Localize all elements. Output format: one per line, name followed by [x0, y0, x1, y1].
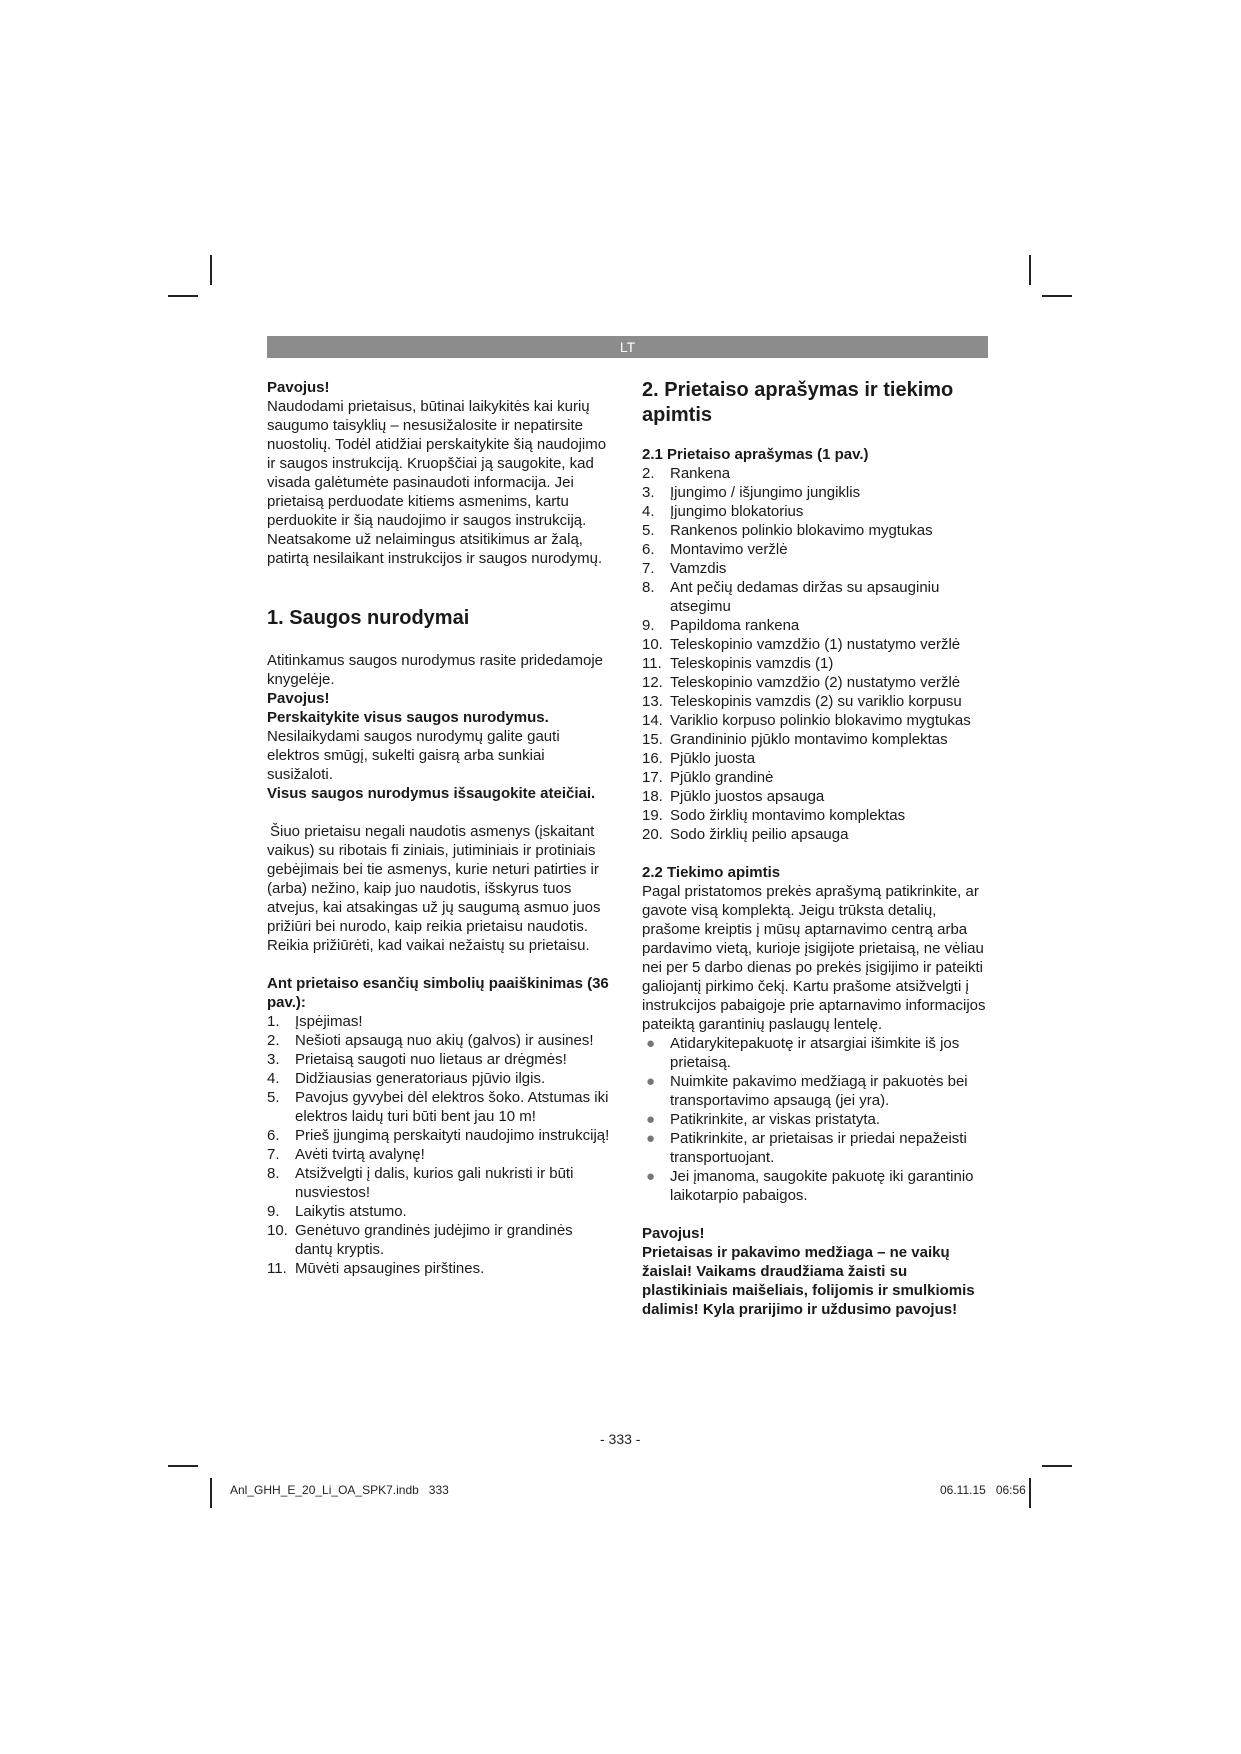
list-item: 16. Pjūklo juosta — [642, 750, 756, 767]
crop-mark-bottom-right-vertical — [1029, 1478, 1031, 1508]
list-item: 2. Nešioti apsaugą nuo akių (galvos) ir ausines! — [267, 1032, 594, 1049]
list-item: 14. Variklio korpuso polinkio blokavimo mygtukas — [642, 712, 971, 729]
list-item: 4. Didžiausias generatoriaus pjūvio ilgis. — [267, 1070, 546, 1087]
list-item: 20. Sodo žirklių peilio apsauga — [642, 826, 849, 843]
left-column — [267, 378, 612, 1278]
warning-2-paragraph — [267, 708, 612, 784]
list-item: 6. Prieš įjungimą perskaityti naudojimo instrukciją! — [267, 1127, 610, 1144]
list-item: 3. Įjungimo / išjungimo jungiklis — [642, 484, 861, 501]
list-item: 5. Pavojus gyvybei dėl elektros šoko. Atstumas iki elektros laidų turi būti bent jau 10 m! — [267, 1089, 609, 1125]
list-item: 13. Teleskopinis vamzdis (2) su variklio korpusu — [642, 693, 962, 710]
list-item: 8. Atsižvelgti į dalis, kurios gali nukristi ir būti nusviestos! — [267, 1165, 574, 1201]
list-item: ● Nuimkite pakavimo medžiagą ir pakuotės bei transportavimo apsaugą (jei yra). — [646, 1073, 968, 1109]
warning-title: Pavojus! — [267, 379, 330, 396]
list-item: 10. Teleskopinio vamzdžio (1) nustatymo veržlė — [642, 636, 961, 653]
subsection-2-1-heading: 2.1 Prietaiso aprašymas (1 pav.) — [642, 446, 869, 463]
symbols-heading: Ant prietaiso esančių simbolių paaiškinimas (36 pav.): — [267, 975, 609, 1011]
page-number: - 333 - — [600, 1431, 641, 1447]
warning-2-title: Pavojus! — [267, 690, 330, 707]
list-item: 10. Genėtuvo grandinės judėjimo ir grandinės dantų kryptis. — [267, 1222, 573, 1258]
crop-mark-top-left-horizontal — [168, 295, 198, 297]
section-1-intro: Atitinkamus saugos nurodymus rasite pridedamoje knygelėje. — [267, 652, 603, 688]
list-item: 17. Pjūklo grandinė — [642, 769, 774, 786]
section-1-heading: 1. Saugos nurodymai — [267, 607, 470, 629]
warning-3-body: Prietaisas ir pakavimo medžiaga – ne vaikų žaislai! Vaikams draudžiama žaisti su plastikiniais maišeliais, folijomis ir smulkiomis dalimis! Kyla prarijimo ir uždusimo pavojus! — [642, 1244, 975, 1318]
right-column — [642, 378, 988, 1319]
list-item: ● Jei įmanoma, saugokite pakuotę iki garantinio laikotarpio pabaigos. — [646, 1168, 974, 1204]
bullet-icon: ● — [646, 1168, 656, 1185]
list-item: 15. Grandininio pjūklo montavimo komplektas — [642, 731, 948, 748]
timestamp: 06.11.15 06:56 — [940, 1483, 1026, 1497]
section-2-heading: 2. Prietaiso aprašymas ir tiekimo apimtis — [642, 379, 954, 426]
list-item: 11. Teleskopinis vamzdis (1) — [642, 655, 834, 672]
list-item: 18. Pjūklo juostos apsauga — [642, 788, 825, 805]
language-header-bar — [267, 336, 988, 358]
crop-mark-bottom-left-horizontal — [168, 1465, 198, 1467]
bullet-icon: ● — [646, 1073, 656, 1090]
crop-mark-top-left-vertical — [210, 255, 212, 285]
list-item: ● Atidarykitepakuotę ir atsargiai išimkite iš jos prietaisą. — [646, 1035, 960, 1071]
list-item: 3. Prietaisą saugoti nuo lietaus ar drėgmės! — [267, 1051, 567, 1068]
parts-list — [642, 464, 988, 844]
list-item: 9. Laikytis atstumo. — [267, 1203, 407, 1220]
subsection-2-2-heading: 2.2 Tiekimo apimtis — [642, 864, 781, 881]
warning-2-bold: Perskaitykite visus saugos nurodymus. — [267, 709, 549, 726]
list-item: ● Patikrinkite, ar prietaisas ir priedai nepažeisti transportuojant. — [646, 1130, 967, 1166]
list-item: 11. Mūvėti apsaugines pirštines. — [267, 1260, 485, 1277]
crop-mark-bottom-right-horizontal — [1042, 1465, 1072, 1467]
symbols-list — [267, 1012, 612, 1278]
list-item: 12. Teleskopinio vamzdžio (2) nustatymo veržlė — [642, 674, 961, 691]
crop-mark-top-right-horizontal — [1042, 295, 1072, 297]
list-item: 4. Įjungimo blokatorius — [642, 503, 804, 520]
subsection-2-2-body: Pagal pristatomos prekės aprašymą patikrinkite, ar gavote visą komplektą. Jeigu trūksta detalių, prašome kreiptis į mūsų aptarnavimo centrą arba pardavimo vietą, kurioje įsigijote prietaisą, ne vėliau nei per 5 darbo dienas po prekės įsigijimo ir pateikti galiojantį pirkimo čekį. Kartu prašome atsižvelgti į instrukcijos pabaigoje prie aptarnavimo informacijos pateiktą garantinių paslaugų lentelę. — [642, 883, 986, 1033]
list-item: 1. Įspėjimas! — [267, 1013, 363, 1030]
bullet-icon: ● — [646, 1130, 656, 1147]
list-item: 7. Vamzdis — [642, 560, 727, 577]
warning-2-body: Nesilaikydami saugos nurodymų galite gauti elektros smūgį, sukelti gaisrą arba sunkiai susižaloti. — [267, 728, 560, 783]
list-item: 2. Rankena — [642, 465, 731, 482]
list-item: 9. Papildoma rankena — [642, 617, 800, 634]
language-code: LT — [619, 339, 636, 355]
list-item: 5. Rankenos polinkio blokavimo mygtukas — [642, 522, 933, 539]
children-paragraph: Šiuo prietaisu negali naudotis asmenys (įskaitant vaikus) su ribotais fi ziniais, jutiminiais ir protiniais gebėjimais bei tie asmenys, kurie neturi patirties ir (arba) nežino, kaip juo naudotis, išskyrus tuos atvejus, kai atsakingas už jų saugumą asmuo juos prižiūri bei nurodo, kaip reikia prietaisu naudotis. Reikia prižiūrėti, kad vaikai nežaistų su prietaisu. — [267, 823, 601, 954]
file-info: Anl_GHH_E_20_Li_OA_SPK7.indb 333 — [230, 1483, 449, 1497]
list-item: 19. Sodo žirklių montavimo komplektas — [642, 807, 906, 824]
bullet-icon: ● — [646, 1111, 656, 1128]
bullet-list — [642, 1034, 988, 1205]
crop-mark-top-right-vertical — [1029, 255, 1031, 285]
list-item: ● Patikrinkite, ar viskas pristatyta. — [646, 1111, 881, 1128]
list-item: 8. Ant pečių dedamas diržas su apsauginiu atsegimu — [642, 579, 940, 615]
warning-2-save: Visus saugos nurodymus išsaugokite ateičiai. — [267, 785, 596, 802]
list-item: 7. Avėti tvirtą avalynę! — [267, 1146, 425, 1163]
warning-3-title: Pavojus! — [642, 1225, 705, 1242]
list-item: 6. Montavimo veržlė — [642, 541, 788, 558]
crop-mark-bottom-left-vertical — [210, 1478, 212, 1508]
bullet-icon: ● — [646, 1035, 656, 1052]
warning-body: Naudodami prietaisus, būtinai laikykitės kai kurių saugumo taisyklių – nesusižalosite ir nepatirsite nuostolių. Todėl atidžiai perskaitykite šią naudojimo ir saugos instrukciją. Kruopščiai ją saugokite, kad visada galėtumėte pasinaudoti informacija. Jei prietaisą perduodate kitiems asmenims, kartu perduokite ir šią naudojimo ir saugos instrukciją. Neatsakome už nelaimingus atsitikimus ar žalą, patirtą nesilaikant instrukcijos ir saugos nurodymų. — [267, 398, 607, 567]
